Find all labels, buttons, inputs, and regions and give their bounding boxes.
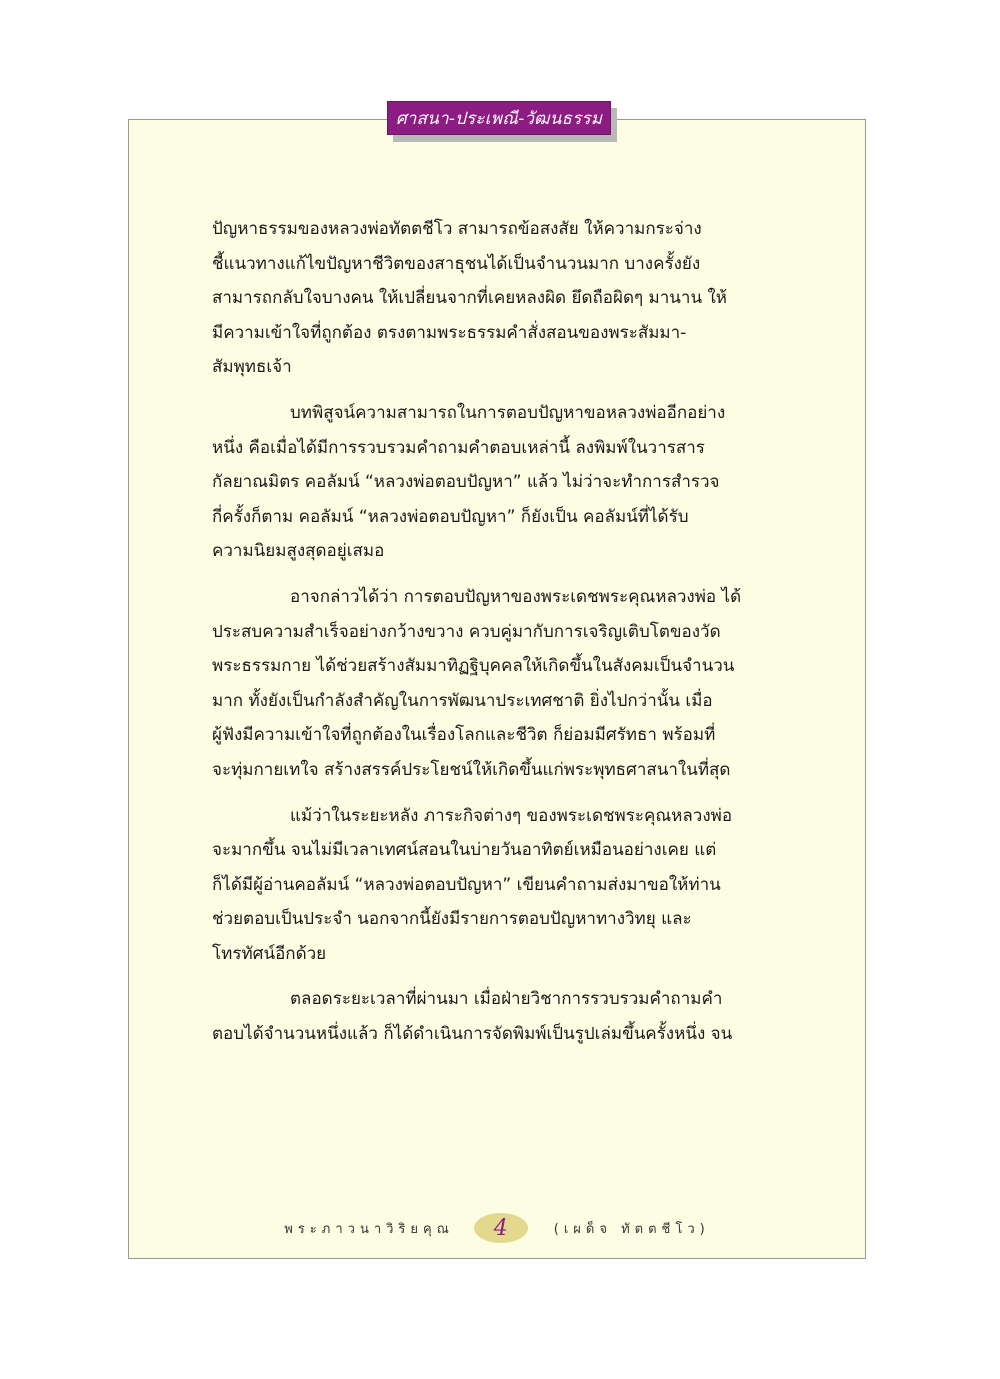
section-header-title: ศาสนา-ประเพณี-วัฒนธรรม — [395, 108, 603, 129]
page-footer — [128, 1212, 866, 1244]
text-line: กัลยาณมิตร คอลัมน์ “หลวงพ่อตอบปัญหา” แล้ว ไม่ว่าจะทำการสำรวจ — [212, 472, 720, 493]
text-line: จะมากขึ้น จนไม่มีเวลาเทศน์สอนในบ่ายวันอาทิตย์เหมือนอย่างเคย แต่ — [212, 840, 717, 861]
text-line: สัมพุทธเจ้า — [212, 357, 292, 378]
text-line: ช่วยตอบเป็นประจำ นอกจากนี้ยังมีรายการตอบปัญหาทางวิทยุ และ — [212, 909, 692, 930]
text-line: ตลอดระยะเวลาที่ผ่านมา เมื่อฝ่ายวิชาการรวบรวมคำถามคำ — [290, 989, 723, 1010]
text-line: อาจกล่าวได้ว่า การตอบปัญหาของพระเดชพระคุณหลวงพ่อ ได้ — [290, 586, 742, 607]
body-text — [212, 212, 792, 1063]
paragraph-1 — [212, 212, 792, 385]
text-line: มีความเข้าใจที่ถูกต้อง ตรงตามพระธรรมคำสั่งสอนของพระสัมมา- — [212, 322, 687, 343]
text-line: โทรทัศน์อีกด้วย — [212, 943, 327, 964]
text-line: ปัญหาธรรมของหลวงพ่อทัตตชีโว สามารถข้อสงสัย ให้ความกระจ่าง — [212, 219, 702, 239]
text-line: กี่ครั้งก็ตาม คอลัมน์ “หลวงพ่อตอบปัญหา” ก็ยังเป็น คอลัมน์ที่ได้รับ — [212, 506, 689, 527]
text-line: พระธรรมกาย ได้ช่วยสร้างสัมมาทิฏฐิบุคคลให้เกิดขึ้นในสังคมเป็นจำนวน — [212, 656, 735, 677]
section-header-tab — [387, 101, 611, 135]
text-line: ก็ได้มีผู้อ่านคอลัมน์ “หลวงพ่อตอบปัญหา” เขียนคำถามส่งมาขอให้ท่าน — [212, 874, 721, 895]
paragraph-4 — [212, 799, 792, 972]
paragraph-3 — [212, 580, 792, 788]
text-line: แม้ว่าในระยะหลัง ภาระกิจต่างๆ ของพระเดชพระคุณหลวงพ่อ — [290, 805, 733, 826]
text-line: บทพิสูจน์ความสามารถในการตอบปัญหาขอหลวงพ่ออีกอย่าง — [290, 402, 726, 423]
text-line: ความนิยมสูงสุดอยู่เสมอ — [212, 541, 385, 562]
paragraph-5 — [212, 982, 792, 1051]
page-number: 4 — [493, 1215, 508, 1241]
text-line: ชี้แนวทางแก้ไขปัญหาชีวิตของสาธุชนได้เป็นจำนวนมาก บางครั้งยัง — [212, 253, 701, 274]
text-line: จะทุ่มกายเทใจ สร้างสรรค์ประโยชน์ให้เกิดขึ้นแก่พระพุทธศาสนาในที่สุด — [212, 759, 731, 780]
text-line: ประสบความสำเร็จอย่างกว้างขวาง ควบคู่มากับการเจริญเติบโตของวัด — [212, 621, 721, 642]
text-line: ผู้ฟังมีความเข้าใจที่ถูกต้องในเรื่องโลกและชีวิต ก็ย่อมมีศรัทธา พร้อมที่ — [212, 725, 716, 746]
paragraph-2 — [212, 396, 792, 569]
page-number-badge — [474, 1213, 528, 1243]
footer-book-title: พระภาวนาวิริยคุณ — [284, 1221, 454, 1237]
text-line: ตอบได้จำนวนหนึ่งแล้ว ก็ได้ดำเนินการจัดพิมพ์เป็นรูปเล่มขึ้นครั้งหนึ่ง จน — [212, 1024, 733, 1045]
text-line: หนึ่ง คือเมื่อได้มีการรวบรวมคำถามคำตอบเหล่านี้ ลงพิมพ์ในวารสาร — [212, 437, 705, 458]
text-line: มาก ทั้งยังเป็นกำลังสำคัญในการพัฒนาประเทศชาติ ยิ่งไปกว่านั้น เมื่อ — [212, 690, 713, 711]
footer-author: (เผด็จ ทัตตชีโว) — [553, 1221, 710, 1237]
text-line: สามารถกลับใจบางคน ให้เปลี่ยนจากที่เคยหลงผิด ยึดถือผิดๆ มานาน ให้ — [212, 288, 727, 309]
